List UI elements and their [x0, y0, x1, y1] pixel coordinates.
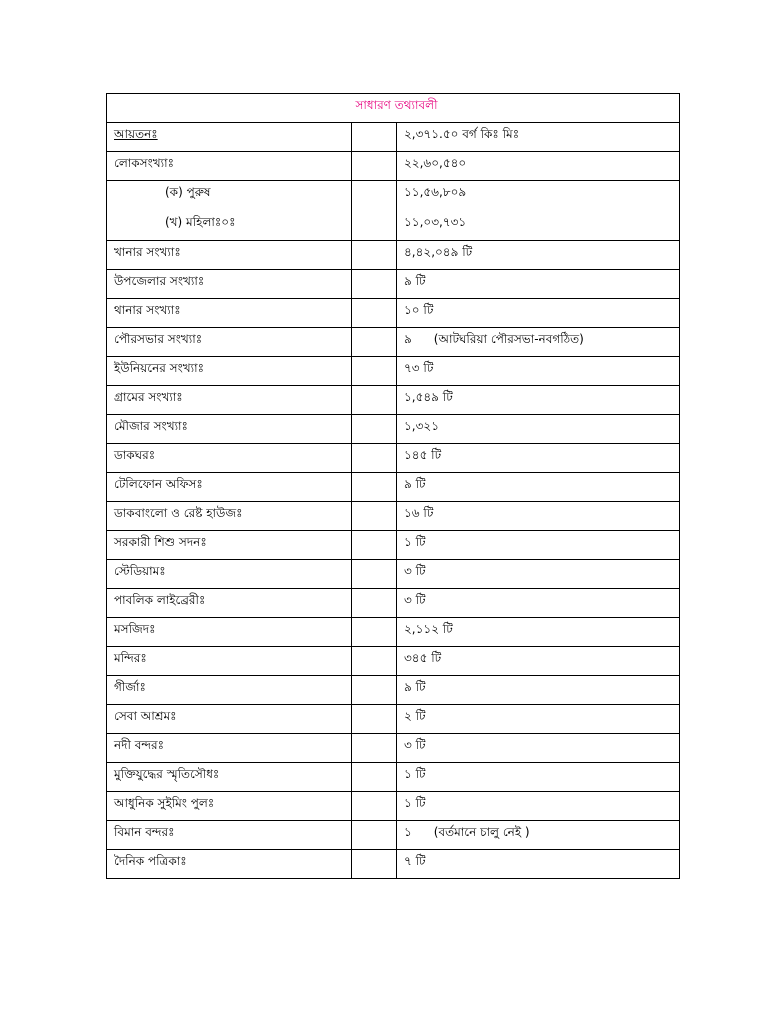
row-value	[397, 473, 680, 502]
row-label	[107, 676, 352, 705]
row-note: (বর্তমানে চালু নেই )	[433, 825, 530, 839]
row-label	[107, 241, 352, 270]
row-value	[397, 589, 680, 618]
row-spacer	[352, 560, 397, 589]
row-label-text: লোকসংখ্যাঃ	[114, 156, 175, 170]
row-spacer	[352, 357, 397, 386]
row-label	[107, 123, 352, 152]
row-value-text: ৯ টি	[404, 477, 426, 491]
row-spacer	[352, 705, 397, 734]
row-label-text: ইউনিয়নের সংখ্যাঃ	[114, 361, 204, 375]
row-label	[107, 792, 352, 821]
row-label-text: দৈনিক পত্রিকাঃ	[114, 854, 187, 868]
row-spacer	[352, 502, 397, 531]
row-value-text: ১০ টি	[404, 303, 434, 317]
row-spacer	[352, 299, 397, 328]
row-spacer	[352, 734, 397, 763]
row-value-text: ১৪৫ টি	[404, 448, 442, 462]
row-label	[107, 734, 352, 763]
row-label	[107, 821, 352, 850]
row-label-text: (খ) মহিলাঃ০ঃ	[165, 214, 236, 229]
row-label-text: পাবলিক লাইব্রেরীঃ	[114, 593, 206, 607]
row-label	[107, 763, 352, 792]
row-spacer	[352, 792, 397, 821]
row-label-text: নদী বন্দরঃ	[114, 738, 165, 752]
row-label	[107, 299, 352, 328]
row-value-text: ২ টি	[404, 709, 426, 723]
row-label-text: খানার সংখ্যাঃ	[114, 245, 181, 259]
row-value	[397, 444, 680, 473]
row-value-text: ৩ টি	[404, 593, 426, 607]
title-row	[107, 94, 680, 123]
row-spacer	[352, 531, 397, 560]
row-spacer	[352, 647, 397, 676]
table-row	[107, 270, 680, 299]
row-value	[397, 676, 680, 705]
row-label	[107, 328, 352, 357]
row-value	[397, 386, 680, 415]
table-row	[107, 734, 680, 763]
row-label-text: পৌরসভার সংখ্যাঃ	[114, 332, 203, 346]
row-label-text: উপজেলার সংখ্যাঃ	[114, 274, 205, 288]
row-value-text: ১৬ টি	[404, 506, 434, 520]
row-label	[107, 444, 352, 473]
row-label	[107, 705, 352, 734]
row-label-text: গ্রামের সংখ্যাঃ	[114, 390, 183, 404]
row-value	[397, 560, 680, 589]
row-spacer	[352, 589, 397, 618]
row-note: (আটঘরিয়া পৌরসভা-নবগঠিত)	[433, 332, 584, 346]
table-row	[107, 415, 680, 444]
row-label-text: ডাকবাংলো ও রেষ্ট হাউজঃ	[114, 506, 243, 520]
row-label	[107, 386, 352, 415]
row-label-text: মুক্তিযুদ্ধের স্মৃতিসৌধঃ	[114, 767, 220, 781]
row-value	[397, 618, 680, 647]
row-spacer	[352, 618, 397, 647]
row-value-text: ৭৩ টি	[404, 361, 434, 375]
table-row	[107, 589, 680, 618]
table-row	[107, 357, 680, 386]
row-spacer	[352, 676, 397, 705]
row-label	[107, 850, 352, 879]
row-value-text: ৩ টি	[404, 564, 426, 578]
row-spacer	[352, 211, 397, 241]
row-value-text: ৯ টি	[404, 680, 426, 694]
row-label-text: মন্দিরঃ	[114, 651, 147, 665]
row-label-text: বিমান বন্দরঃ	[114, 825, 175, 839]
row-value	[397, 152, 680, 181]
row-label-text: মৌজার সংখ্যাঃ	[114, 419, 188, 433]
table-row	[107, 792, 680, 821]
row-value-text: ১ টি	[404, 796, 426, 810]
row-label	[107, 560, 352, 589]
row-value	[397, 415, 680, 444]
row-value-text: ১,৩২১	[404, 419, 439, 433]
row-value	[397, 181, 680, 211]
row-spacer	[352, 850, 397, 879]
table-row	[107, 763, 680, 792]
row-spacer	[352, 328, 397, 357]
row-spacer	[352, 152, 397, 181]
row-label-text: থানার সংখ্যাঃ	[114, 303, 181, 317]
row-label	[107, 152, 352, 181]
row-value-text: ৪,৪২,০৪৯ টি	[404, 245, 473, 259]
row-value-text: ২,৩৭১.৫০ বর্গ কিঃ মিঃ	[404, 127, 520, 141]
row-value-text: ১ টি	[404, 767, 426, 781]
row-value-text: ১১,৫৬,৮০৯	[404, 185, 467, 199]
info-table	[106, 93, 680, 879]
row-value-text: ৩৪৫ টি	[404, 651, 442, 665]
row-value	[397, 123, 680, 152]
row-label-text: সরকারী শিশু সদনঃ	[114, 535, 207, 549]
row-value	[397, 270, 680, 299]
table-row	[107, 328, 680, 357]
row-value-text: ৩ টি	[404, 738, 426, 752]
row-spacer	[352, 763, 397, 792]
row-label-text: মসজিদঃ	[114, 622, 156, 636]
table-row	[107, 676, 680, 705]
table-row	[107, 211, 680, 241]
table-row	[107, 618, 680, 647]
row-value	[397, 647, 680, 676]
table-row	[107, 241, 680, 270]
row-value	[397, 531, 680, 560]
row-value-text: ২২,৬০,৫৪০	[404, 156, 467, 170]
row-label	[107, 270, 352, 299]
row-value	[397, 763, 680, 792]
row-spacer	[352, 415, 397, 444]
table-row	[107, 386, 680, 415]
row-label	[107, 647, 352, 676]
table-title: সাধারণ তথ্যাবলী	[107, 94, 680, 123]
row-label-text: স্টেডিয়ামঃ	[114, 564, 166, 578]
row-label	[107, 473, 352, 502]
row-value	[397, 705, 680, 734]
row-label-text: টেলিফোন অফিসঃ	[114, 477, 203, 491]
row-label-text: আয়তনঃ	[114, 127, 158, 141]
row-label	[107, 181, 352, 211]
row-label-text: ডাকঘরঃ	[114, 448, 156, 462]
row-label	[107, 531, 352, 560]
table-row	[107, 473, 680, 502]
table-row	[107, 850, 680, 879]
table-row	[107, 299, 680, 328]
row-value	[397, 734, 680, 763]
row-spacer	[352, 181, 397, 211]
row-value	[397, 792, 680, 821]
row-value-text: ১	[404, 825, 412, 839]
row-value	[397, 357, 680, 386]
row-value-text: ৯ টি	[404, 274, 426, 288]
table-row	[107, 531, 680, 560]
table-row	[107, 560, 680, 589]
row-spacer	[352, 270, 397, 299]
row-spacer	[352, 444, 397, 473]
row-value	[397, 850, 680, 879]
row-value	[397, 211, 680, 241]
row-value-text: ১,৫৪৯ টি	[404, 390, 453, 404]
row-label	[107, 502, 352, 531]
table-row	[107, 647, 680, 676]
row-label	[107, 618, 352, 647]
row-value	[397, 502, 680, 531]
row-spacer	[352, 821, 397, 850]
row-value-text: ৯	[404, 332, 412, 346]
row-value	[397, 241, 680, 270]
row-spacer	[352, 241, 397, 270]
row-label	[107, 415, 352, 444]
row-value-text: ১ টি	[404, 535, 426, 549]
row-spacer	[352, 123, 397, 152]
row-label-text: সেবা আশ্রমঃ	[114, 709, 177, 723]
row-value	[397, 328, 680, 357]
row-spacer	[352, 386, 397, 415]
table-row	[107, 152, 680, 181]
row-label-text: আধুনিক সুইমিং পুলঃ	[114, 796, 215, 810]
row-label-text: (ক) পুরুষ	[165, 185, 211, 199]
table-row	[107, 123, 680, 152]
row-label-text: গীর্জাঃ	[114, 680, 146, 694]
table-row	[107, 705, 680, 734]
row-label	[107, 589, 352, 618]
row-spacer	[352, 473, 397, 502]
row-value	[397, 821, 680, 850]
row-value	[397, 299, 680, 328]
row-value-text: ৭ টি	[404, 854, 426, 868]
row-label	[107, 211, 352, 241]
table-row	[107, 821, 680, 850]
row-value-text: ১১,০৩,৭৩১	[404, 214, 467, 229]
table-row	[107, 181, 680, 211]
row-label	[107, 357, 352, 386]
row-value-text: ২,১১২ টি	[404, 622, 453, 636]
table-row	[107, 502, 680, 531]
table-row	[107, 444, 680, 473]
